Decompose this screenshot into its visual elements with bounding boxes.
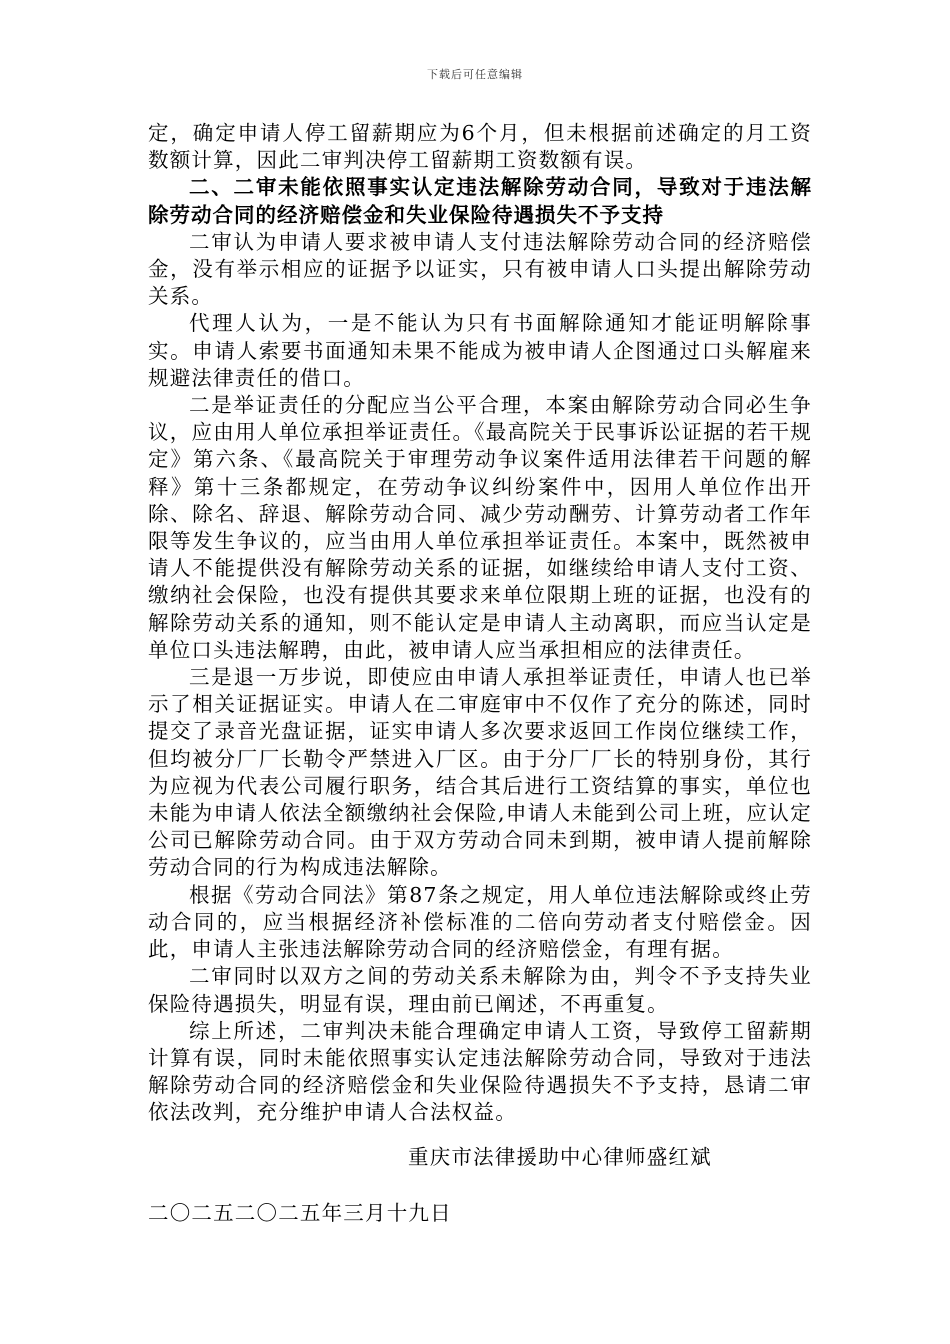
paragraph: 综上所述，二审判决未能合理确定申请人工资，导致停工留薪期计算有误，同时未能依照事实认定违法解除劳动合同，导致对于违法解除劳动合同的经济赔偿金和失业保险待遇损失不予支持，恳请二审依法改判，充分维护申请人合法权益。: [148, 1018, 812, 1125]
signature: 重庆市法律援助中心律师盛红斌: [408, 1145, 712, 1169]
paragraph: 二是举证责任的分配应当公平合理，本案由解除劳动合同必生争议，应由用人单位承担举证责任。《最高院关于民事诉讼证据的若干规定》第六条、《最高院关于审理劳动争议案件适用法律若干问题的解释》第十三条都规定，在劳动争议纠纷案件中，因用人单位作出开除、除名、辞退、解除劳动合同、减少劳动酬劳、计算劳动者工作年限等发生争议的，应当由用人单位承担举证责任。本案中，既然被申请人不能提供没有解除劳动关系的证据，如继续给申请人支付工资、缴纳社会保险，也没有提供其要求来单位限期上班的证据，也没有的解除劳动关系的通知，则不能认定是申请人主动离职，而应当认定是单位口头违法解聘，由此，被申请人应当承担相应的法律责任。: [148, 393, 812, 662]
paragraph: 根据《劳动合同法》第87条之规定，用人单位违法解除或终止劳动合同的，应当根据经济补偿标准的二倍向劳动者支付赔偿金。因此，申请人主张违法解除劳动合同的经济赔偿金，有理有据。: [148, 882, 812, 962]
paragraph: 代理人认为，一是不能认为只有书面解除通知才能证明解除事实。申请人索要书面通知未果不能成为被申请人企图通过口头解雇来规避法律责任的借口。: [148, 311, 812, 390]
paragraph: 三是退一万步说，即使应由申请人承担举证责任，申请人也已举示了相关证据证实。申请人在二审庭审中不仅作了充分的陈述，同时提交了录音光盘证据，证实申请人多次要求返回工作岗位继续工作，但均被分厂厂长勒令严禁进入厂区。由于分厂厂长的特别身份，其行为应视为代表公司履行职务，结合其后进行工资结算的事实，单位也未能为申请人依法全额缴纳社会保险,申请人未能到公司上班，应认定公司已解除劳动合同。由于双方劳动合同未到期，被申请人提前解除劳动合同的行为构成违法解除。: [148, 665, 812, 880]
paragraph-continuation: 定，确定申请人停工留薪期应为6个月，但未根据前述确定的月工资数额计算，因此二审判决停工留薪期工资数额有误。: [148, 121, 812, 173]
document-date: 二〇二五二〇二五年三月十九日: [148, 1201, 452, 1225]
section-heading: 二、二审未能依照事实认定违法解除劳动合同，导致对于违法解除劳动合同的经济赔偿金和失业保险待遇损失不予支持: [148, 175, 812, 227]
document-body: [148, 120, 812, 1127]
paragraph: 二审同时以双方之间的劳动关系未解除为由，判令不予支持失业保险待遇损失，明显有误，理由前已阐述，不再重复。: [148, 964, 812, 1016]
header-note: 下载后可任意编辑: [427, 68, 523, 81]
paragraph: 二审认为申请人要求被申请人支付违法解除劳动合同的经济赔偿金，没有举示相应的证据予以证实，只有被申请人口头提出解除劳动关系。: [148, 229, 812, 309]
